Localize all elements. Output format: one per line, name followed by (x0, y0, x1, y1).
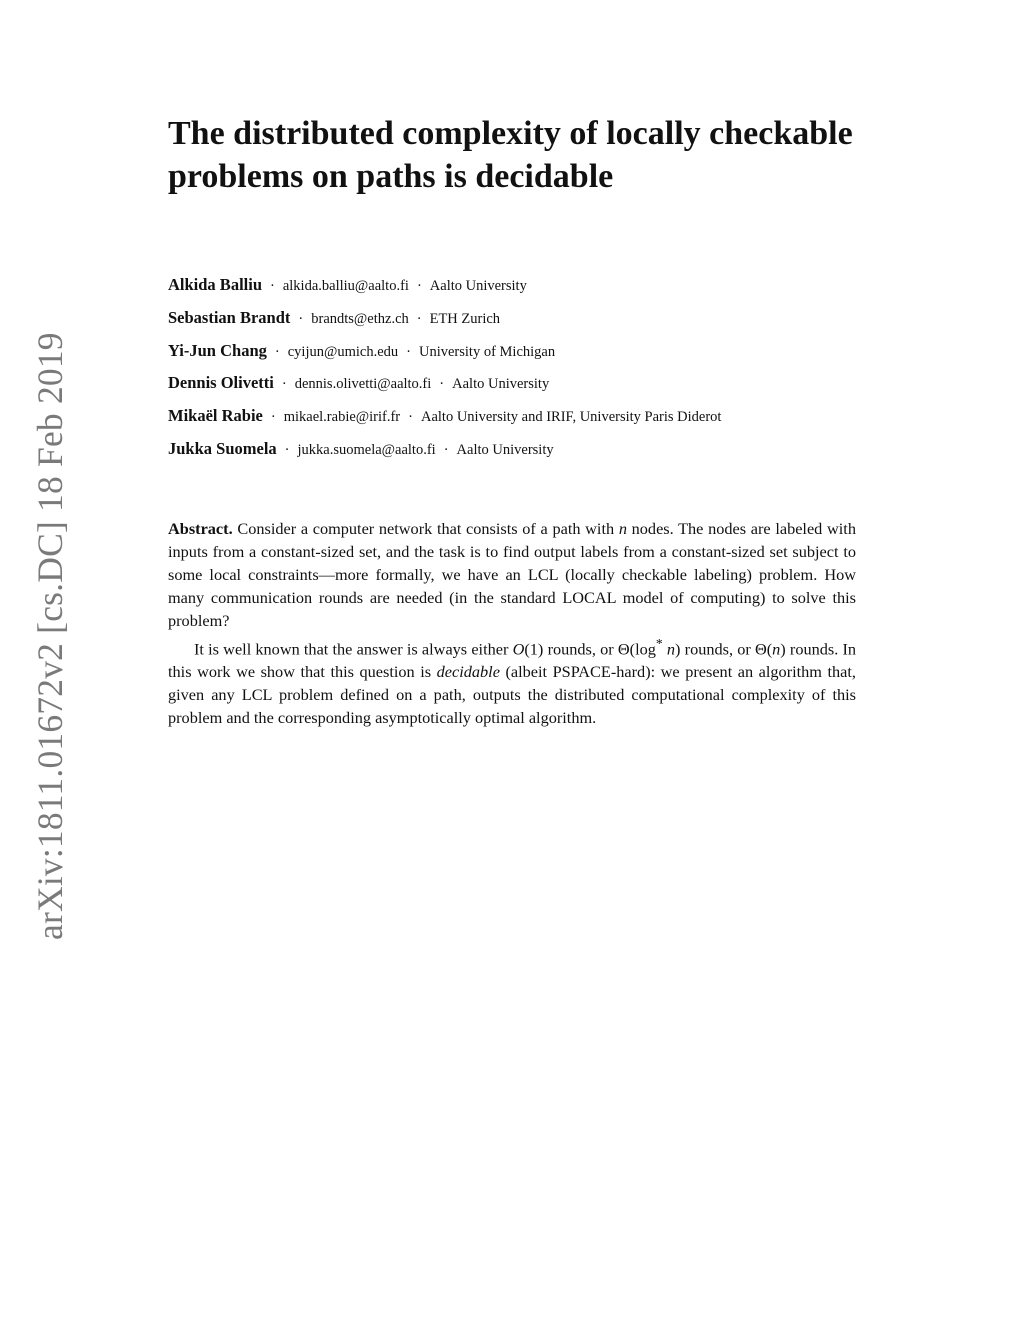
author-entry (168, 436, 888, 469)
author-email: jukka.suomela@aalto.fi (297, 441, 436, 458)
abstract-paragraph-2 (168, 633, 856, 730)
author-entry (168, 272, 888, 305)
separator-dot: · (270, 278, 275, 294)
author-email: dennis.olivetti@aalto.fi (294, 376, 432, 393)
author-email: brandts@ethz.ch (311, 310, 409, 327)
author-affiliation: Aalto University (456, 441, 554, 458)
abstract-text: (albeit PSPACE-hard): we present an algorithm that, given any LCL problem defined on a path, outputs the distributed computational complexity of this problem and the corresponding asymptotically optimal algorithm. (168, 661, 856, 727)
author-name: Yi-Jun Chang (168, 340, 267, 360)
author-name: Mikaël Rabie (168, 406, 263, 426)
separator-dot: · (281, 376, 287, 393)
separator-dot: · (416, 310, 422, 327)
separator-dot: · (416, 278, 422, 294)
author-email: mikael.rabie@irif.fr (283, 409, 401, 426)
arxiv-identifier-stamp: arXiv:1811.01672v2 [cs.DC] 18 Feb 2019 (30, 332, 70, 940)
math-variable: n (618, 519, 627, 538)
abstract-text: nodes. The nodes are labeled with inputs from a constant-sized set, and the task is to find output labels from a constant-sized set subject to some local constraints—more formally, we have an LCL (locally checkable labeling) problem. How many communication rounds are needed (in the standard LOCAL model of computing) to solve this problem? (168, 519, 856, 630)
abstract-paragraph-1 (168, 518, 856, 633)
abstract-text: (1) (524, 638, 544, 658)
author-affiliation: Aalto University (452, 376, 550, 393)
abstract-text: It is well known that the answer is always either (194, 638, 509, 658)
math-variable: n (772, 638, 781, 658)
author-entry (168, 305, 888, 338)
author-entry (168, 403, 888, 436)
abstract (168, 518, 856, 730)
author-name: Jukka Suomela (168, 438, 277, 458)
author-affiliation: ETH Zurich (429, 310, 501, 327)
author-list (168, 272, 888, 469)
author-entry (168, 370, 888, 403)
author-name: Alkida Balliu (168, 275, 262, 294)
paper-title: The distributed complexity of locally checkable problems on paths is decidable (168, 115, 853, 195)
author-name: Dennis Olivetti (168, 373, 274, 393)
author-entry (168, 338, 888, 371)
separator-dot: · (443, 441, 449, 458)
separator-dot: · (284, 441, 290, 458)
author-affiliation: University of Michigan (418, 343, 556, 360)
separator-dot: · (298, 310, 304, 327)
abstract-label: Abstract. (168, 519, 233, 538)
emphasized-text: decidable (436, 661, 500, 681)
abstract-text: rounds, or Θ(log (547, 638, 656, 658)
author-email: cyijun@umich.edu (287, 343, 399, 360)
separator-dot: · (439, 376, 445, 393)
separator-dot: · (270, 409, 276, 426)
author-affiliation: Aalto University and IRIF, University Paris Diderot (420, 409, 722, 426)
abstract-text: Consider a computer network that consists of a path with (237, 519, 615, 538)
author-email: alkida.balliu@aalto.fi (282, 278, 409, 294)
separator-dot: · (406, 343, 411, 360)
separator-dot: · (408, 409, 413, 426)
math-variable: n (666, 638, 676, 658)
abstract-text: ) rounds. In this work we show that this question is (168, 638, 857, 681)
separator-dot: · (274, 343, 280, 360)
author-name: Sebastian Brandt (168, 307, 291, 327)
abstract-text: ) rounds, or Θ( (675, 638, 773, 658)
math-variable: O (512, 638, 525, 658)
math-superscript: * (655, 635, 663, 651)
author-affiliation: Aalto University (429, 278, 527, 294)
